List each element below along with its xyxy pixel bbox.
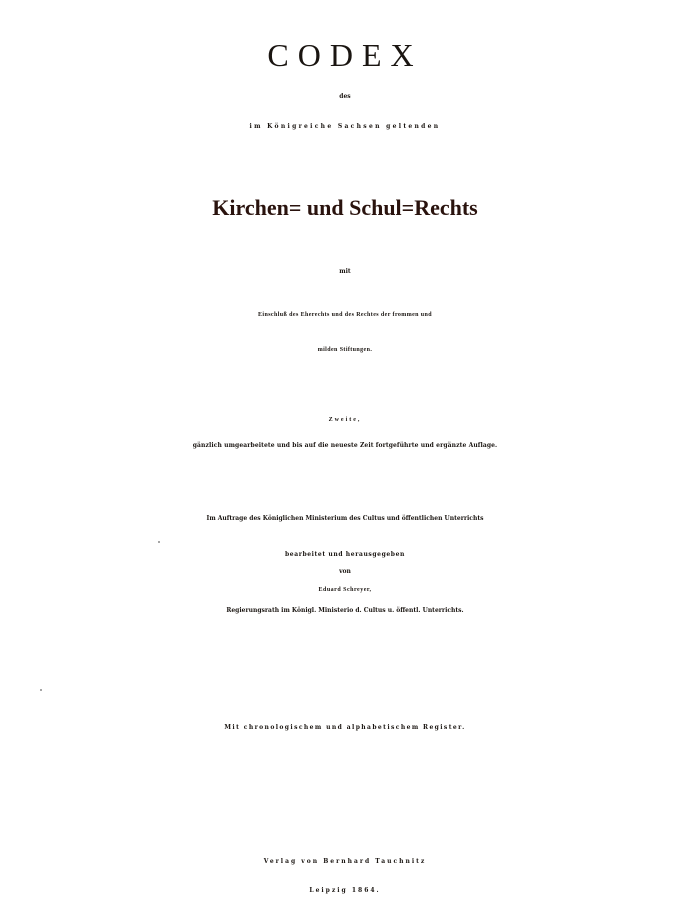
subject-title: Kirchen= und Schul=Rechts xyxy=(212,195,478,220)
register-note: Mit chronologischem und alphabetischem Register. xyxy=(224,724,466,731)
inclusion-line-1: Einschluß des Eherechts und des Rechtes der frommen und xyxy=(257,312,433,318)
edited-by-line: bearbeitet und herausgegeben xyxy=(285,551,405,558)
by-line: von xyxy=(339,568,351,575)
author-title: Regierungsrath im Königl. Ministerio d. Cultus u. öffentl. Unterrichts. xyxy=(226,607,464,614)
paper-speck xyxy=(158,541,160,543)
author-name: Eduard Schreyer, xyxy=(318,587,372,593)
main-title: CODEX xyxy=(267,37,423,73)
publisher-line: Verlag von Bernhard Tauchnitz xyxy=(263,858,427,865)
line-des: des xyxy=(339,93,351,100)
paper-speck xyxy=(40,689,42,691)
line-mit: mit xyxy=(339,268,351,275)
inclusion-line-2: milden Stiftungen. xyxy=(317,347,373,353)
place-year-line: Leipzig 1864. xyxy=(309,887,381,894)
line-kingdom: im Königreiche Sachsen geltenden xyxy=(249,123,441,130)
commission-line: Im Auftrage des Königlichen Ministerium des Cultus und öffentlichen Unterrichts xyxy=(206,515,484,522)
edition-line-1: Zweite, xyxy=(328,417,362,423)
edition-line-2: gänzlich umgearbeitete und bis auf die neueste Zeit fortgeführte und ergänzte Auflage. xyxy=(192,442,498,449)
